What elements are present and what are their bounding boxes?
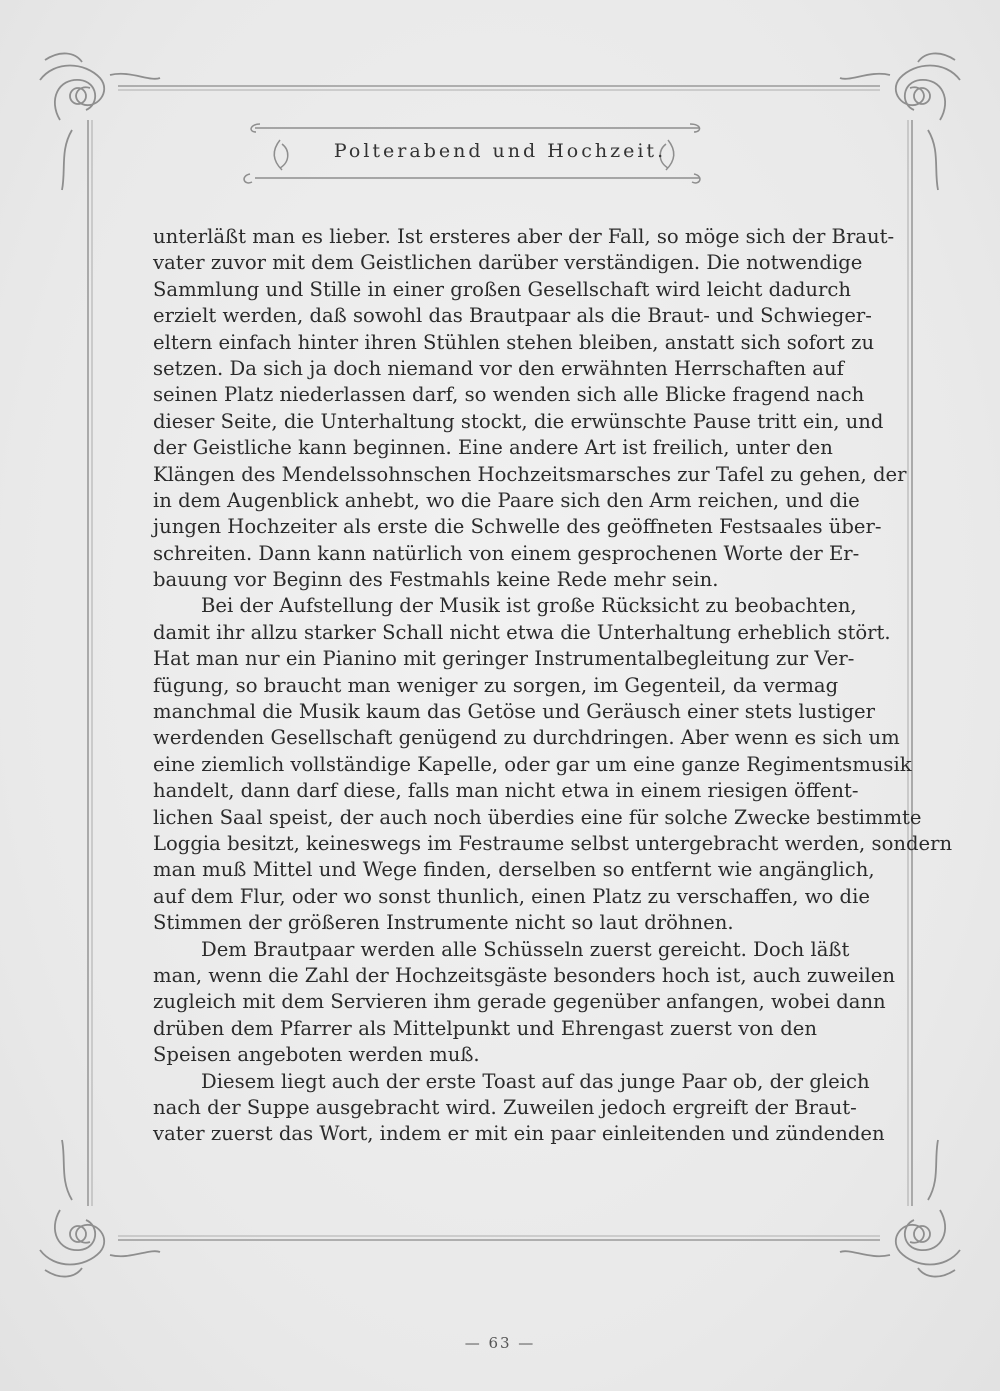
text-line: dieser Seite, die Unterhaltung stockt, die erwünschte Pause tritt ein, und — [153, 409, 884, 433]
text-line: in dem Augenblick anhebt, wo die Paare sich den Arm reichen, und die — [153, 488, 860, 512]
text-line: eltern einfach hinter ihren Stühlen stehen bleiben, anstatt sich sofort zu — [153, 330, 875, 354]
text-line: vater zuerst das Wort, indem er mit ein paar einleitenden und zündenden — [153, 1122, 885, 1146]
text-line: damit ihr allzu starker Schall nicht etwa die Unterhaltung erheblich stört. — [153, 620, 891, 644]
corner-ornament-top-right — [840, 53, 960, 190]
corner-ornament-bottom-left — [40, 1140, 160, 1277]
text-line: Sammlung und Stille in einer großen Gesellschaft wird leicht dadurch — [153, 277, 851, 301]
corner-ornament-top-left — [40, 53, 160, 190]
paragraph — [153, 224, 907, 593]
text-line: Dem Brautpaar werden alle Schüsseln zuerst gereicht. Doch läßt — [201, 937, 850, 961]
text-line: eine ziemlich vollständige Kapelle, oder gar um eine ganze Regimentsmusik — [153, 752, 912, 776]
text-line: Klängen des Mendelssohnschen Hochzeitsmarsches zur Tafel zu gehen, der — [153, 462, 907, 486]
text-line: bauung vor Beginn des Festmahls keine Rede mehr sein. — [153, 568, 719, 592]
text-line: auf dem Flur, oder wo sonst thunlich, einen Platz zu verschaffen, wo die — [153, 884, 870, 908]
text-line: man, wenn die Zahl der Hochzeitsgäste besonders hoch ist, auch zuweilen — [153, 963, 895, 987]
text-line: Speisen angeboten werden muß. — [153, 1043, 480, 1067]
page-number: — 63 — — [464, 1334, 536, 1352]
text-line: der Geistliche kann beginnen. Eine andere Art ist freilich, unter den — [153, 436, 833, 460]
paragraph — [153, 937, 895, 1069]
text-line: Loggia besitzt, keineswegs im Festraume selbst untergebracht werden, sondern — [153, 831, 953, 855]
text-line: man muß Mittel und Wege finden, derselben so entfernt wie angänglich, — [153, 858, 875, 882]
text-line: handelt, dann darf diese, falls man nicht etwa in einem riesigen öffent- — [153, 779, 859, 803]
text-line: zugleich mit dem Servieren ihm gerade gegenüber anfangen, wobei dann — [153, 990, 886, 1014]
text-line: Bei der Aufstellung der Musik ist große Rücksicht zu beobachten, — [201, 594, 857, 618]
text-line: werdenden Gesellschaft genügend zu durchdringen. Aber wenn es sich um — [153, 726, 900, 750]
text-line: erzielt werden, daß sowohl das Brautpaar als die Braut- und Schwieger- — [153, 304, 872, 328]
text-line: drüben dem Pfarrer als Mittelpunkt und Ehrengast zuerst von den — [153, 1016, 817, 1040]
body-text — [153, 224, 953, 1148]
text-line: schreiten. Dann kann natürlich von einem gesprochenen Worte der Er- — [153, 541, 860, 565]
text-line: fügung, so braucht man weniger zu sorgen, im Gegenteil, da vermag — [153, 673, 839, 697]
text-line: Diesem liegt auch der erste Toast auf das junge Paar ob, der gleich — [201, 1069, 870, 1093]
text-line: Hat man nur ein Pianino mit geringer Instrumentalbegleitung zur Ver- — [153, 647, 855, 671]
text-line: nach der Suppe ausgebracht wird. Zuweilen jedoch ergreift der Braut- — [153, 1095, 857, 1119]
text-line: manchmal die Musik kaum das Getöse und Geräusch einer stets lustiger — [153, 700, 875, 724]
paragraph — [153, 1069, 885, 1148]
text-line: jungen Hochzeiter als erste die Schwelle des geöffneten Festsaales über- — [153, 515, 882, 539]
text-line: vater zuvor mit dem Geistlichen darüber verständigen. Die notwendige — [153, 251, 863, 275]
running-header — [250, 118, 690, 180]
header-title: Polterabend und Hochzeit. — [333, 140, 667, 162]
text-line: setzen. Da sich ja doch niemand vor den erwähnten Herrschaften auf — [153, 356, 844, 380]
text-line: unterläßt man es lieber. Ist ersteres aber der Fall, so möge sich der Braut- — [153, 225, 895, 248]
text-line: Stimmen der größeren Instrumente nicht so laut dröhnen. — [153, 911, 734, 935]
text-line: lichen Saal speist, der auch noch überdies eine für solche Zwecke bestimmte — [153, 805, 922, 829]
text-line: seinen Platz niederlassen darf, so wenden sich alle Blicke fragend nach — [153, 383, 865, 407]
paragraph — [153, 593, 953, 936]
corner-ornament-bottom-right — [840, 1140, 960, 1277]
